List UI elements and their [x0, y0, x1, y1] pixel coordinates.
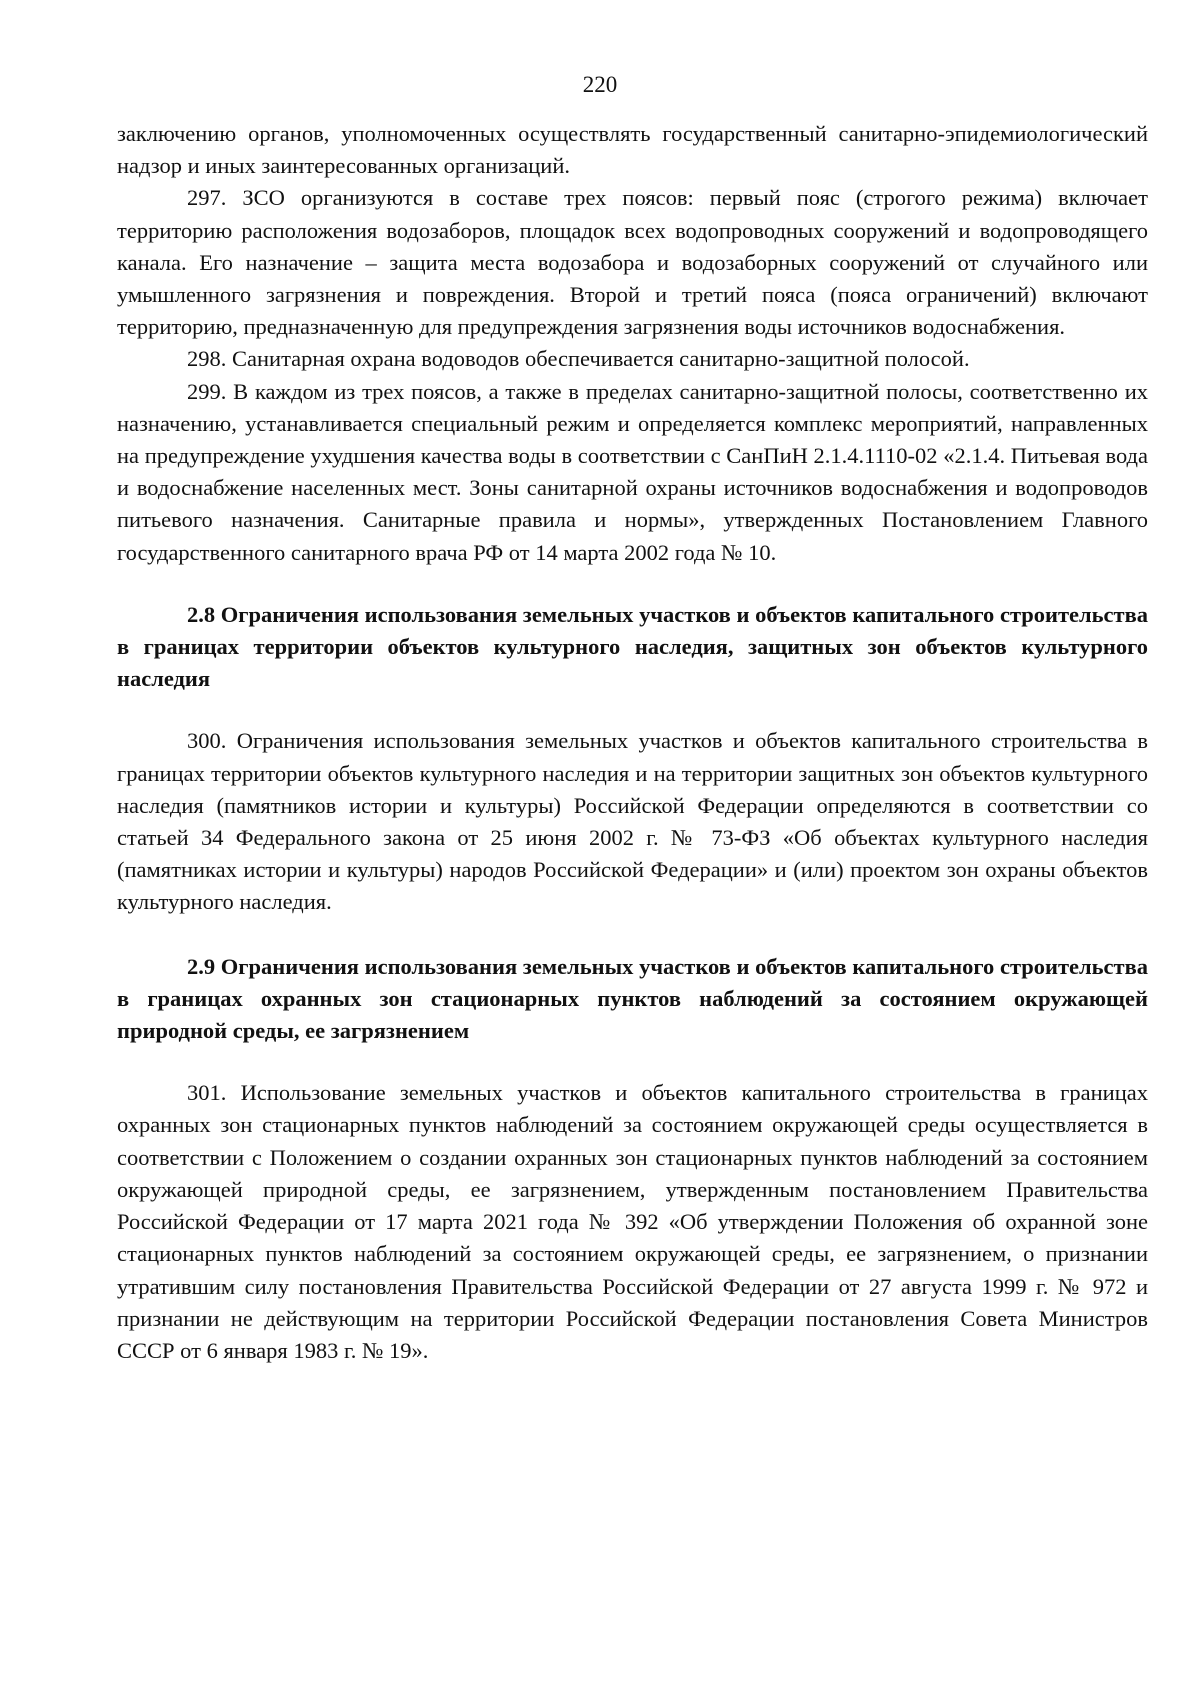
paragraph-301: 301. Использование земельных участков и объектов капитального строительства в границах охранных зон стационарных пунктов наблюдений за состоянием окружающей среды осуществляется в соответствии с Положением о создании охранных зон стационарных пунктов наблюдений за состоянием окружающей природной среды, ее загрязнением, утвержденным постановлением Правительства Российской Федерации от 17 марта 2021 года № 392 «Об утверждении Положения об охранной зоне стационарных пунктов наблюдений за состоянием окружающей среды, ее загрязнением, о признании утратившим силу постановления Правительства Российской Федерации от 27 августа 1999 г. № 972 и признании не действующим на территории Российской Федерации постановления Совета Министров СССР от 6 января 1983 г. № 19». — [117, 1080, 1148, 1363]
page-number: 220 — [582, 72, 618, 97]
paragraph-300: 300. Ограничения использования земельных участков и объектов капитального строительства в границах территории объектов культурного наследия и на территории защитных зон объектов культурного наследия (памятников истории и культуры) Российской Федерации определяются в соответствии со статьей 34 Федерального закона от 25 июня 2002 г. № 73-ФЗ «Об объектах культурного наследия (памятниках истории и культуры) народов Российской Федерации» и (или) проектом зон охраны объектов культурного наследия. — [117, 728, 1148, 915]
document-body — [117, 118, 1148, 1367]
paragraph-continuation: заключению органов, уполномоченных осуществлять государственный санитарно-эпидемиологический надзор и иных заинтересованных организаций. — [117, 121, 1148, 179]
paragraph-297: 297. ЗСО организуются в составе трех поясов: первый пояс (строгого режима) включает территорию расположения водозаборов, площадок всех водопроводных сооружений и водопроводящего канала. Его назначение – защита места водозабора и водозаборных сооружений от случайного или умышленного загрязнения и повреждения. Второй и третий пояса (пояса ограничений) включают территорию, предназначенную для предупреждения загрязнения воды источников водоснабжения. — [117, 185, 1148, 340]
paragraph-299: 299. В каждом из трех поясов, а также в пределах санитарно-защитной полосы, соответственно их назначению, устанавливается специальный режим и определяется комплекс мероприятий, направленных на предупреждение ухудшения качества воды в соответствии с СанПиН 2.1.4.1110-02 «2.1.4. Питьевая вода и водоснабжение населенных мест. Зоны санитарной охраны источников водоснабжения и водопроводов питьевого назначения. Санитарные правила и нормы», утвержденных Постановлением Главного государственного санитарного врача РФ от 14 марта 2002 года № 10. — [117, 378, 1148, 565]
section-heading-2-9: 2.9 Ограничения использования земельных участков и объектов капитального строительства в границах охранных зон стационарных пунктов наблюдений за состоянием окружающей природной среды, ее загрязнением — [117, 953, 1148, 1044]
section-heading-2-8: 2.8 Ограничения использования земельных участков и объектов капитального строительства в границах территории объектов культурного наследия, защитных зон объектов культурного наследия — [117, 601, 1148, 692]
paragraph-298: 298. Санитарная охрана водоводов обеспечивается санитарно-защитной полосой. — [187, 346, 970, 372]
